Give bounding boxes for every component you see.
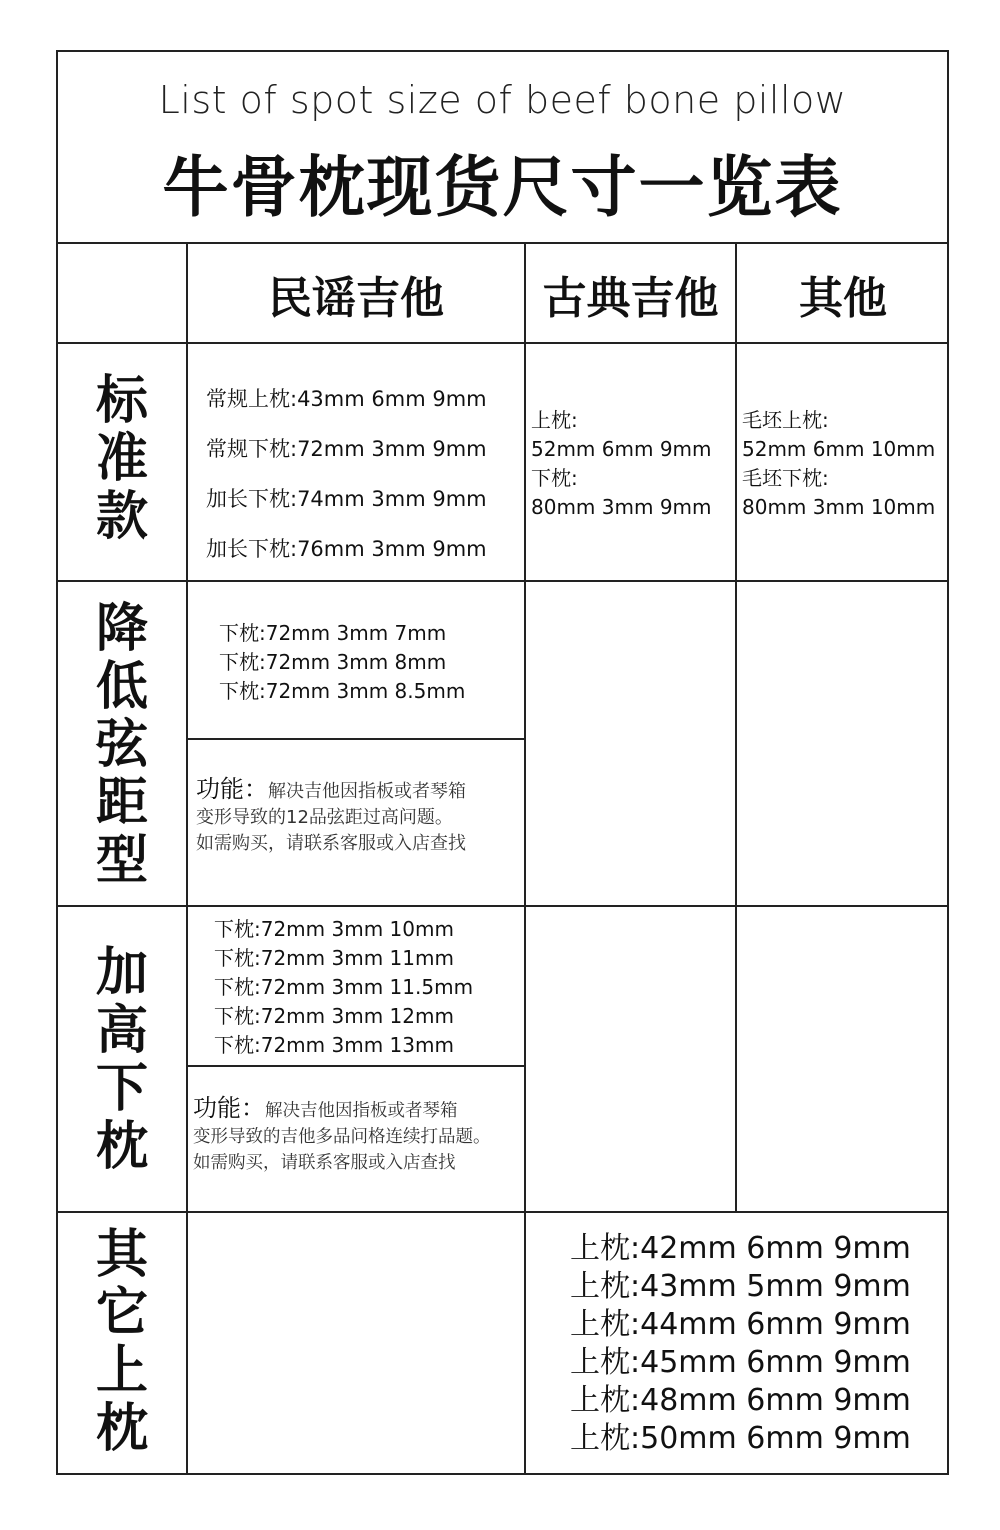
row-header-char: 降 [95,599,148,659]
size-item: 上枕:43mm 5mm 9mm [570,1269,911,1304]
row-header-char: 它 [95,1283,148,1343]
size-item: 加长下枕:74mm 3mm 9mm [206,487,487,511]
size-item: 常规下枕:72mm 3mm 9mm [206,437,487,461]
title-english: List of spot size of beef bone pillow [158,78,847,122]
size-item: 下枕:72mm 3mm 7mm [219,621,447,645]
divider [524,242,526,1475]
size-item: 上枕:44mm 6mm 9mm [570,1307,911,1342]
size-item: 下枕:72mm 3mm 11.5mm [214,975,474,999]
cell-standard-classical [531,406,712,522]
size-item: 52mm 6mm 9mm [531,437,712,461]
cell-raised-saddle-folk [214,915,473,1060]
row-header-char: 准 [95,429,148,489]
note-line: 变形导致的吉他多品问格连续打品题。 [193,1127,491,1147]
divider [56,905,949,907]
row-header-char: 上 [95,1341,148,1401]
size-item: 上枕:50mm 6mm 9mm [570,1421,911,1456]
size-item: 上枕: [531,408,578,432]
cell-standard-other [742,406,935,522]
size-item: 上枕:45mm 6mm 9mm [570,1345,911,1380]
note-label: 功能： [193,1094,265,1122]
row-header-char: 款 [95,487,148,547]
note-lower-action [196,776,466,857]
divider [56,580,949,582]
row-header-char: 枕 [95,1117,148,1177]
size-item: 毛坯下枕: [742,466,829,490]
divider [56,1211,949,1213]
note-line: 如需购买，请联系客服或入店查找 [193,1153,456,1173]
row-header-char: 型 [95,831,148,891]
row-header-raised-saddle [58,944,186,1176]
size-item: 52mm 6mm 10mm [742,437,936,461]
size-item: 下枕:72mm 3mm 10mm [214,917,454,941]
row-header-char: 其 [95,1225,148,1285]
size-item: 加长下枕:76mm 3mm 9mm [206,537,487,561]
row-header-lower-action [58,600,186,890]
divider [186,1065,525,1067]
size-item: 上枕:48mm 6mm 9mm [570,1383,911,1418]
note-label: 功能： [196,775,268,803]
divider [186,738,525,740]
cell-standard-folk [206,374,487,574]
cell-other-nut [570,1230,911,1458]
note-line: 变形导致的12品弦距过高问题。 [196,807,453,828]
row-header-char: 加 [95,943,148,1003]
row-header-other-nut [58,1226,186,1458]
row-header-char: 弦 [95,715,148,775]
size-item: 下枕:72mm 3mm 8.5mm [219,679,466,703]
divider [186,242,188,1475]
size-item: 下枕:72mm 3mm 8mm [219,650,447,674]
column-header-classical: 古典吉他 [542,273,719,324]
size-item: 80mm 3mm 9mm [531,495,712,519]
size-item: 80mm 3mm 10mm [742,495,936,519]
size-item: 下枕:72mm 3mm 11mm [214,946,454,970]
row-header-char: 高 [95,1001,148,1061]
size-item: 上枕:42mm 6mm 9mm [570,1231,911,1266]
size-item: 下枕: [531,466,578,490]
row-header-char: 下 [95,1059,148,1119]
divider [56,342,949,344]
row-header-char: 标 [95,371,148,431]
note-line: 解决吉他因指板或者琴箱 [268,781,466,802]
divider [56,242,949,244]
size-item: 下枕:72mm 3mm 12mm [214,1004,454,1028]
note-raised-saddle [193,1095,491,1176]
divider [735,242,737,1211]
size-item: 毛坯上枕: [742,408,829,432]
row-header-standard [58,372,186,546]
note-line: 解决吉他因指板或者琴箱 [265,1101,458,1121]
column-header-folk: 民谣吉他 [268,273,444,324]
column-header-other: 其他 [799,273,887,324]
size-item: 常规上枕:43mm 6mm 9mm [206,387,487,411]
row-header-char: 低 [95,657,148,717]
note-line: 如需购买，请联系客服或入店查找 [196,833,466,854]
row-header-char: 枕 [95,1399,148,1459]
cell-lower-action-folk [219,619,465,706]
row-header-char: 距 [95,773,148,833]
size-item: 下枕:72mm 3mm 13mm [214,1033,454,1057]
title-chinese: 牛骨枕现货尺寸一览表 [162,149,843,226]
